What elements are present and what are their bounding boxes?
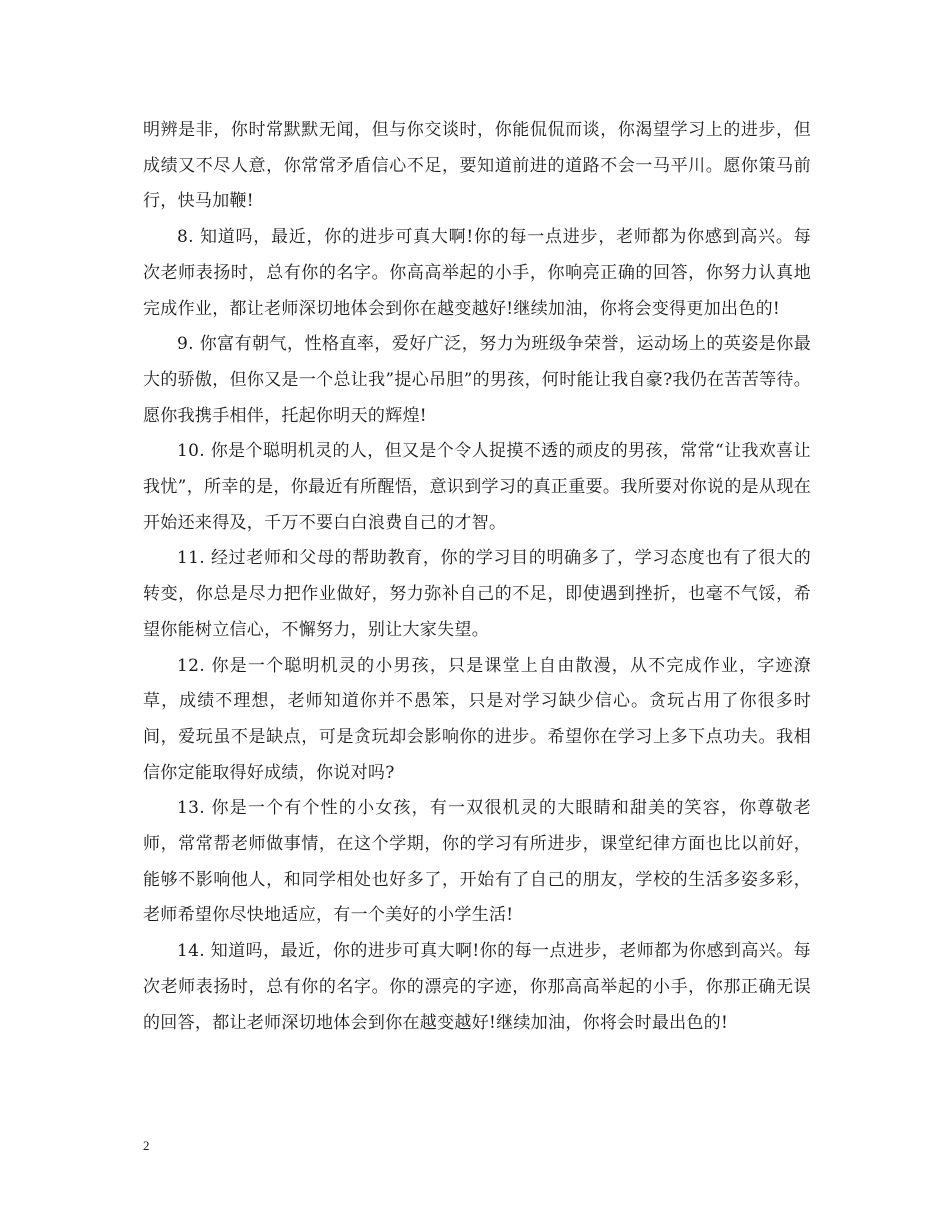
- paragraph-item-14: 14. 知道吗，最近，你的进步可真大啊!你的每一点进步，老师都为你感到高兴。每次老师表扬时，总有你的名字。你的漂亮的字迹，你那高高举起的小手，你那正确无误的回答，都让老师深切地体会到你在越变越好!继续加油，你将会时最出色的!: [143, 941, 811, 1033]
- document-body: [143, 113, 811, 1041]
- paragraph-item-8: 8. 知道吗，最近，你的进步可真大啊!你的每一点进步，老师都为你感到高兴。每次老师表扬时，总有你的名字。你高高举起的小手，你响亮正确的回答，你努力认真地完成作业，都让老师深切地体会到你在越变越好!继续加油，你将会变得更加出色的!: [143, 227, 811, 319]
- paragraph-item-9: 9. 你富有朝气，性格直率，爱好广泛，努力为班级争荣誉，运动场上的英姿是你最大的骄傲，但你又是一个总让我”提心吊胆”的男孩，何时能让我自豪?我仍在苦苦等待。愿你我携手相伴，托起你明天的辉煌!: [143, 334, 811, 426]
- paragraph-continuation: 明辨是非，你时常默默无闻，但与你交谈时，你能侃侃而谈，你渴望学习上的进步，但成绩又不尽人意，你常常矛盾信心不足，要知道前进的道路不会一马平川。愿你策马前行，快马加鞭!: [143, 120, 811, 212]
- paragraph-item-11: 11. 经过老师和父母的帮助教育，你的学习目的明确多了，学习态度也有了很大的转变，你总是尽力把作业做好，努力弥补自己的不足，即使遇到挫折，也毫不气馁，希望你能树立信心，不懈努力，别让大家失望。: [143, 548, 811, 640]
- paragraph-item-12: 12. 你是一个聪明机灵的小男孩，只是课堂上自由散漫，从不完成作业，字迹潦草，成绩不理想，老师知道你并不愚笨，只是对学习缺少信心。贪玩占用了你很多时间，爱玩虽不是缺点，可是贪玩却会影响你的进步。希望你在学习上多下点功夫。我相信你定能取得好成绩，你说对吗?: [143, 655, 811, 783]
- paragraph-item-13: 13. 你是一个有个性的小女孩，有一双很机灵的大眼睛和甜美的笑容，你尊敬老师，常常帮老师做事情，在这个学期，你的学习有所进步，课堂纪律方面也比以前好，能够不影响他人，和同学相处也好多了，开始有了自己的朋友，学校的生活多姿多彩，老师希望你尽快地适应，有一个美好的小学生活!: [143, 798, 811, 926]
- paragraph-item-10: 10. 你是个聪明机灵的人，但又是个令人捉摸不透的顽皮的男孩，常常“让我欢喜让我忧”，所幸的是，你最近有所醒悟，意识到学习的真正重要。我所要对你说的是从现在开始还来得及，千万不要白白浪费自己的才智。: [143, 441, 811, 533]
- page-number: 2: [143, 1138, 150, 1153]
